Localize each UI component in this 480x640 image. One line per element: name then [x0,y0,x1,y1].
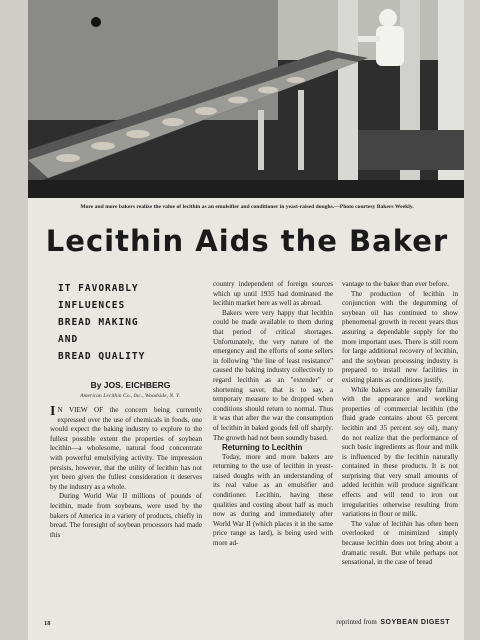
paragraph: During World War II millions of pounds of lecithin, made from soybeans, were used by the bakers of America in a variety of products, chiefly in bread. The foresight of soybean processors had made this [50,492,202,539]
text-column-2 [213,280,333,549]
bakery-conveyor-photo [28,0,464,198]
kicker-line: BREAD QUALITY [58,351,146,362]
text-column-3 [342,280,458,568]
text-column-1 [50,406,202,540]
paragraph: While bakers are generally familiar with the appearance and working properties of commercial lecithin (the fluid grade contains about 65 percent lecithin and 35 percent soy oil), many do not realize that the performance of such basic ingredients as flour and milk is influenced by the lecithin naturally contained in these products. It is not surprising that very small amounts of added lecithin will produce significant effects and will tend to iron out irregularities otherwise resulting from variations in flour or milk. [342,385,458,519]
kicker-line: INFLUENCES [58,300,126,311]
kicker-line: IT FAVORABLY [58,283,139,294]
article-kicker [58,280,198,365]
drop-cap: I [50,404,56,419]
paragraph: country independent of foreign sources which up until 1935 had dominated the lecithin market here as well as abroad. [213,280,333,308]
paragraph: The value of lecithin has often been overlooked or minimized simply because lecithin does not bring about a dramatic result. But while perhaps not sensational, in the case of bread [342,519,458,567]
kicker-line: AND [58,334,79,345]
publication-name: SOYBEAN DIGEST [380,619,450,626]
magazine-page [28,0,464,640]
section-subhead: Returning to Lecithin [222,443,303,453]
paragraph: vantage to the baker than ever before. [342,280,449,288]
paragraph-text: the concern being currently expressed over the use of chemicals in foods, one would expect the baking industry to explore to the fullest possible extent the properties of soybean lecithin—a wholesome, natural food concentrate with powerful emulsifying activity. The impression persists, however, that the utility of lecithin has not yet been given the fullest consideration it deserves by the industry as a whole. [50,406,202,491]
photo-caption: More and more bakers realize the value of lecithin as an emulsifier and conditioner in yeast-raised doughs.—Photo courtesy Bakers Weekly. [80,204,414,210]
reprint-credit [336,618,450,626]
author-byline: By JOS. EICHBERG [90,380,171,390]
paragraph [50,406,202,492]
article-headline: Lecithin Aids the Baker [45,224,449,258]
paragraph: Bakers were very happy that lecithin could be made available to them during that period of critical shortages. Unfortunately, the very nature of the emergency and the efforts of some sellers in following "the line of least resistance" caused the baking industry collectively to regard lecithin as an "extender" or shortening saver, that is to say, a temporary measure to be dropped when conditions should return to normal. Thus it was that after the war the consumption of lecithin in baked goods fell off sharply. The growth had not been soundly based. [213,308,333,442]
kicker-line: BREAD MAKING [58,317,139,328]
author-affiliation: American Lecithin Co., Inc., Woodside, N. Y. [80,393,180,399]
lead-in: N VIEW OF [57,406,104,414]
reprinted-label: reprinted from [336,618,377,626]
paragraph: The production of lecithin in conjunction with the degumming of soybean oil has continued to show phenomenal growth in recent years thus assuring a dependable supply for the more important uses. There is still room for large additional recovery of lecithin, and the soybean processing industry is prepared to install new facilities in existing plants as conditions justify. [342,289,458,384]
photo-illustration [28,0,464,198]
page-number: 18 [44,620,51,627]
paragraph: Today, more and more bakers are returning to the use of lecithin in yeast-raised doughs with an understanding of its real value as an emulsifier and conditioner. Lecithin, having these qualities and costing about half as much now as during and immediately after World War II (which places it in the same price range as lard), is being used with more ad- [213,452,333,548]
